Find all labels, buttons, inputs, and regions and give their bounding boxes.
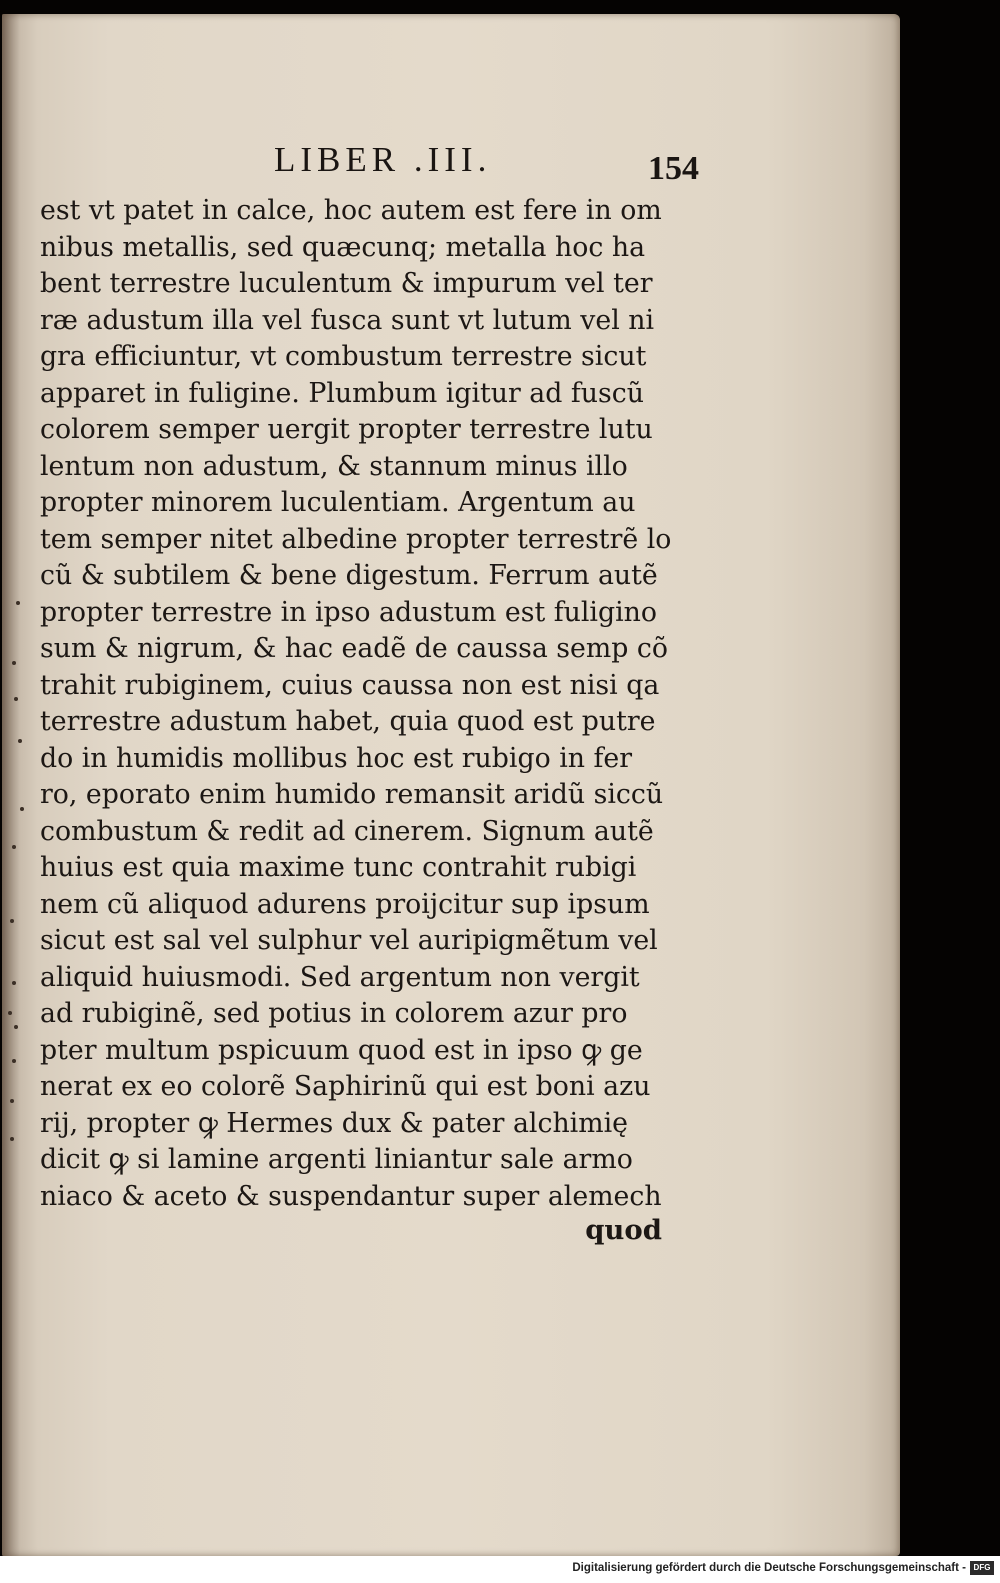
text-line: cũ & subtilem & bene digestum. Ferrum autẽ: [40, 559, 658, 591]
margin-dot: [12, 845, 16, 849]
text-line: do in humidis mollibus hoc est rubigo in fer: [40, 741, 633, 774]
text-line: aliquid huiusmodi. Sed argentum non vergit: [40, 960, 640, 993]
text-line: rij, propter ꝙ Hermes dux & pater alchimię: [40, 1106, 629, 1139]
catchword: quod: [585, 1214, 662, 1246]
catchword-row: [40, 1214, 710, 1254]
running-head: [2, 140, 900, 190]
margin-dot: [10, 919, 14, 923]
text-line: propter terrestre in ipso adustum est fuligino: [40, 595, 658, 628]
margin-dot: [14, 697, 18, 701]
margin-dot: [20, 807, 24, 811]
margin-dot: [12, 1059, 16, 1063]
text-line: nem cũ aliquod adurens proijcitur sup ipsum: [40, 887, 650, 920]
text-line: lentum non adustum, & stannum minus illo: [40, 449, 628, 482]
text-line: gra efficiuntur, vt combustum terrestre sicut: [40, 340, 647, 372]
text-line: dicit ꝙ si lamine argenti liniantur sale armo: [40, 1143, 633, 1175]
margin-dot: [8, 1011, 12, 1015]
margin-marks: [6, 589, 30, 1289]
margin-dot: [12, 981, 16, 985]
text-line: ad rubiginẽ, sed potius in colorem azur pro: [40, 997, 628, 1029]
margin-dot: [18, 739, 22, 743]
text-line: nerat ex eo colorẽ Saphirinũ qui est boni azu: [40, 1070, 651, 1102]
margin-dot: [16, 601, 20, 605]
text-line: tem semper nitet albedine propter terrestrẽ lo: [40, 522, 672, 555]
folio-number: 154: [648, 150, 699, 187]
text-line: bent terrestre luculentum & impurum vel ter: [40, 267, 653, 299]
text-line: huius est quia maxime tunc contrahit rubigi: [40, 851, 637, 883]
text-line: terrestre adustum habet, quia quod est putre: [40, 705, 656, 737]
text-line: colorem semper uergit propter terrestre lutu: [40, 413, 653, 445]
dfg-logo: DFG: [970, 1561, 994, 1575]
text-line: ro, eporato enim humido remansit aridũ siccũ: [40, 778, 664, 810]
margin-dot: [12, 661, 16, 665]
text-line: est vt patet in calce, hoc autem est fere in om: [40, 194, 662, 226]
margin-dot: [14, 1025, 18, 1029]
text-line: pter multum pspicuum quod est in ipso ꝙ ge: [40, 1033, 643, 1066]
text-line: sicut est sal vel sulphur vel auripigmẽtum vel: [40, 924, 658, 956]
book-page: [2, 14, 900, 1556]
footer-bar: [0, 1556, 1000, 1583]
text-line: apparet in fuligine. Plumbum igitur ad fuscũ: [40, 376, 644, 409]
text-line: combustum & redit ad cinerem. Signum autẽ: [40, 814, 654, 847]
margin-dot: [10, 1099, 14, 1103]
text-line: nibus metallis, sed quæcunq; metalla hoc ha: [40, 230, 646, 263]
funding-credit: Digitalisierung gefördert durch die Deutsche Forschungsgemeinschaft -: [572, 1562, 966, 1574]
margin-dot: [10, 1137, 14, 1141]
text-line: ræ adustum illa vel fusca sunt vt lutum vel ni: [40, 303, 655, 336]
text-line: propter minorem luculentiam. Argentum au: [40, 486, 636, 518]
text-line: trahit rubiginem, cuius caussa non est nisi qa: [40, 668, 660, 701]
text-line: niaco & aceto & suspendantur super alemech: [40, 1179, 662, 1212]
running-title: LIBER .III.: [274, 140, 492, 179]
text-line: sum & nigrum, & hac eadẽ de caussa semp cõ: [40, 632, 668, 664]
text-block: [40, 192, 710, 1254]
